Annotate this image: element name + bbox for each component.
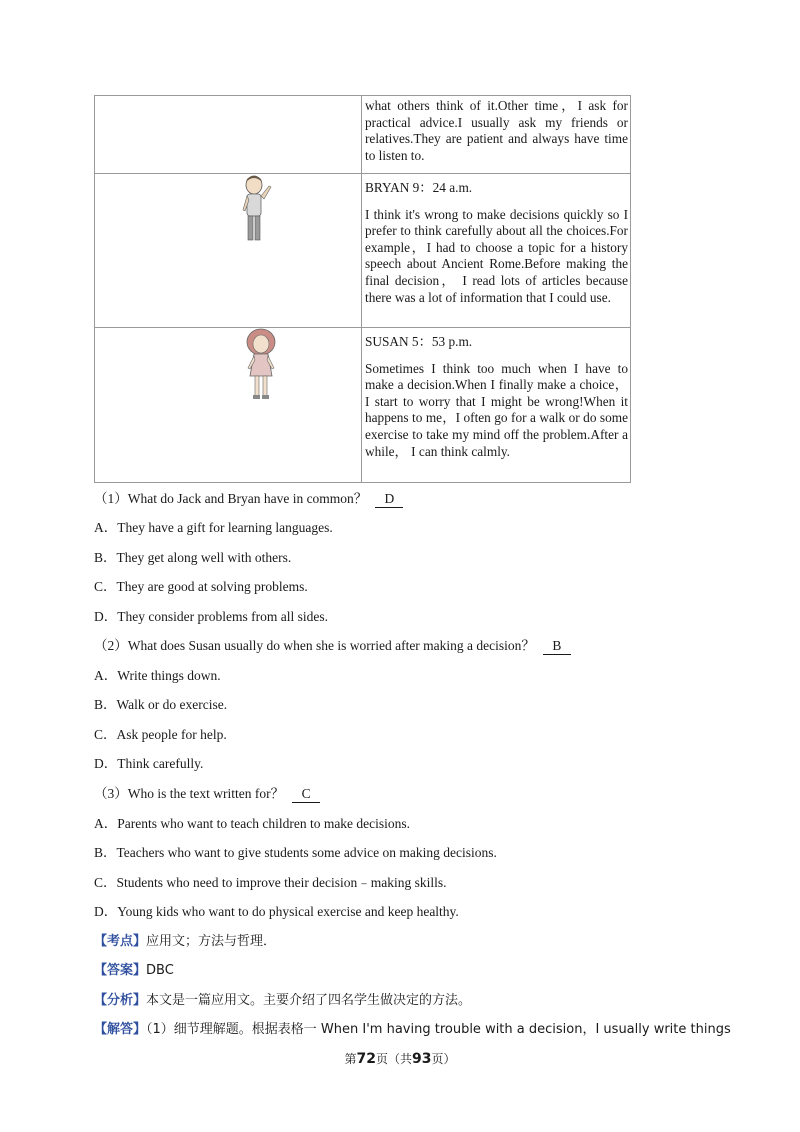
- answer-blank: C: [292, 786, 320, 803]
- option-item: D．They consider problems from all sides.: [94, 609, 328, 624]
- answer-line: [94, 959, 174, 978]
- question-text: （2）What does Susan usually do when she is worried after making a decision？: [94, 638, 535, 653]
- table-row: [95, 174, 631, 328]
- page-footer: [0, 1050, 800, 1067]
- post-author-time: BRYAN 9：24 a.m.: [365, 180, 473, 195]
- footer-text: 页（共: [375, 1052, 412, 1066]
- table-row: [95, 96, 631, 174]
- page-number: 72: [356, 1051, 376, 1067]
- option-item: C．They are good at solving problems.: [94, 579, 308, 594]
- kaodian-line: [94, 930, 276, 949]
- table-image-cell: [95, 174, 362, 328]
- post-author-time: SUSAN 5：53 p.m.: [365, 334, 473, 349]
- answer-blank: D: [375, 491, 403, 508]
- answer-label: 【答案】: [94, 963, 147, 978]
- question-text: （1）What do Jack and Bryan have in common？: [94, 491, 368, 506]
- answer-text: DBC: [146, 963, 174, 978]
- post-text: I think it's wrong to make decisions quickly so I prefer to think carefully about all the choices.For example，I had to choose a topic for a history speech about Ancient Rome.Before making the final decision， I read lots of articles because there was a lot of information that I could use.: [365, 206, 628, 305]
- option-item: B．They get along well with others.: [94, 550, 292, 565]
- table-row: [95, 328, 631, 483]
- post-text-cell: [362, 174, 631, 328]
- solution-line: [94, 1018, 731, 1037]
- post-text: Sometimes I think too much when I have to make a decision.When I finally make a choice， I start to worry that I might be wrong!When it happens to me，I often go for a walk or do some exercise to take my mind off the problem.After a while， I can think calmly.: [365, 360, 628, 459]
- girl-figure-image: [240, 328, 282, 402]
- kaodian-text: 应用文；方法与哲理．: [146, 934, 277, 949]
- footer-text: 页）: [431, 1052, 456, 1066]
- total-pages: 93: [412, 1051, 432, 1067]
- solution-text: （1）细节理解题。根据表格一 When I'm having trouble with a decision，I usually write things: [146, 1022, 731, 1037]
- solution-label: 【解答】: [94, 1022, 147, 1037]
- option-item: A．Write things down.: [94, 668, 221, 683]
- option-item: C．Students who need to improve their decision﹣making skills.: [94, 875, 447, 890]
- option-item: D．Young kids who want to do physical exercise and keep healthy.: [94, 904, 459, 919]
- post-text: what others think of it.Other time，I ask for practical advice.I usually ask my friends or relatives.They are patient and always have time to listen to.: [365, 98, 628, 163]
- option-item: A．Parents who want to teach children to make decisions.: [94, 816, 411, 831]
- analysis-line: [94, 989, 471, 1008]
- option-item: A．They have a gift for learning languages.: [94, 520, 333, 535]
- analysis-text: 本文是一篇应用文。主要介绍了四名学生做决定的方法。: [146, 993, 472, 1008]
- post-text-cell: [362, 328, 631, 483]
- question-stem: [94, 634, 571, 655]
- option-item: B．Walk or do exercise.: [94, 697, 228, 712]
- option-item: B．Teachers who want to give students some advice on making decisions.: [94, 845, 497, 860]
- question-stem: [94, 487, 403, 508]
- analysis-label: 【分析】: [94, 993, 147, 1008]
- option-item: D．Think carefully.: [94, 756, 204, 771]
- answer-blank: B: [543, 638, 571, 655]
- post-text-cell: [362, 96, 631, 174]
- posts-table: [94, 95, 631, 483]
- footer-text: 第: [344, 1052, 357, 1066]
- question-stem: [94, 782, 320, 803]
- kaodian-label: 【考点】: [94, 934, 147, 949]
- boy-figure-image: [237, 174, 277, 244]
- table-image-cell: [95, 328, 362, 483]
- question-text: （3）Who is the text written for？: [94, 786, 285, 801]
- option-item: C．Ask people for help.: [94, 727, 227, 742]
- table-image-cell: [95, 96, 362, 174]
